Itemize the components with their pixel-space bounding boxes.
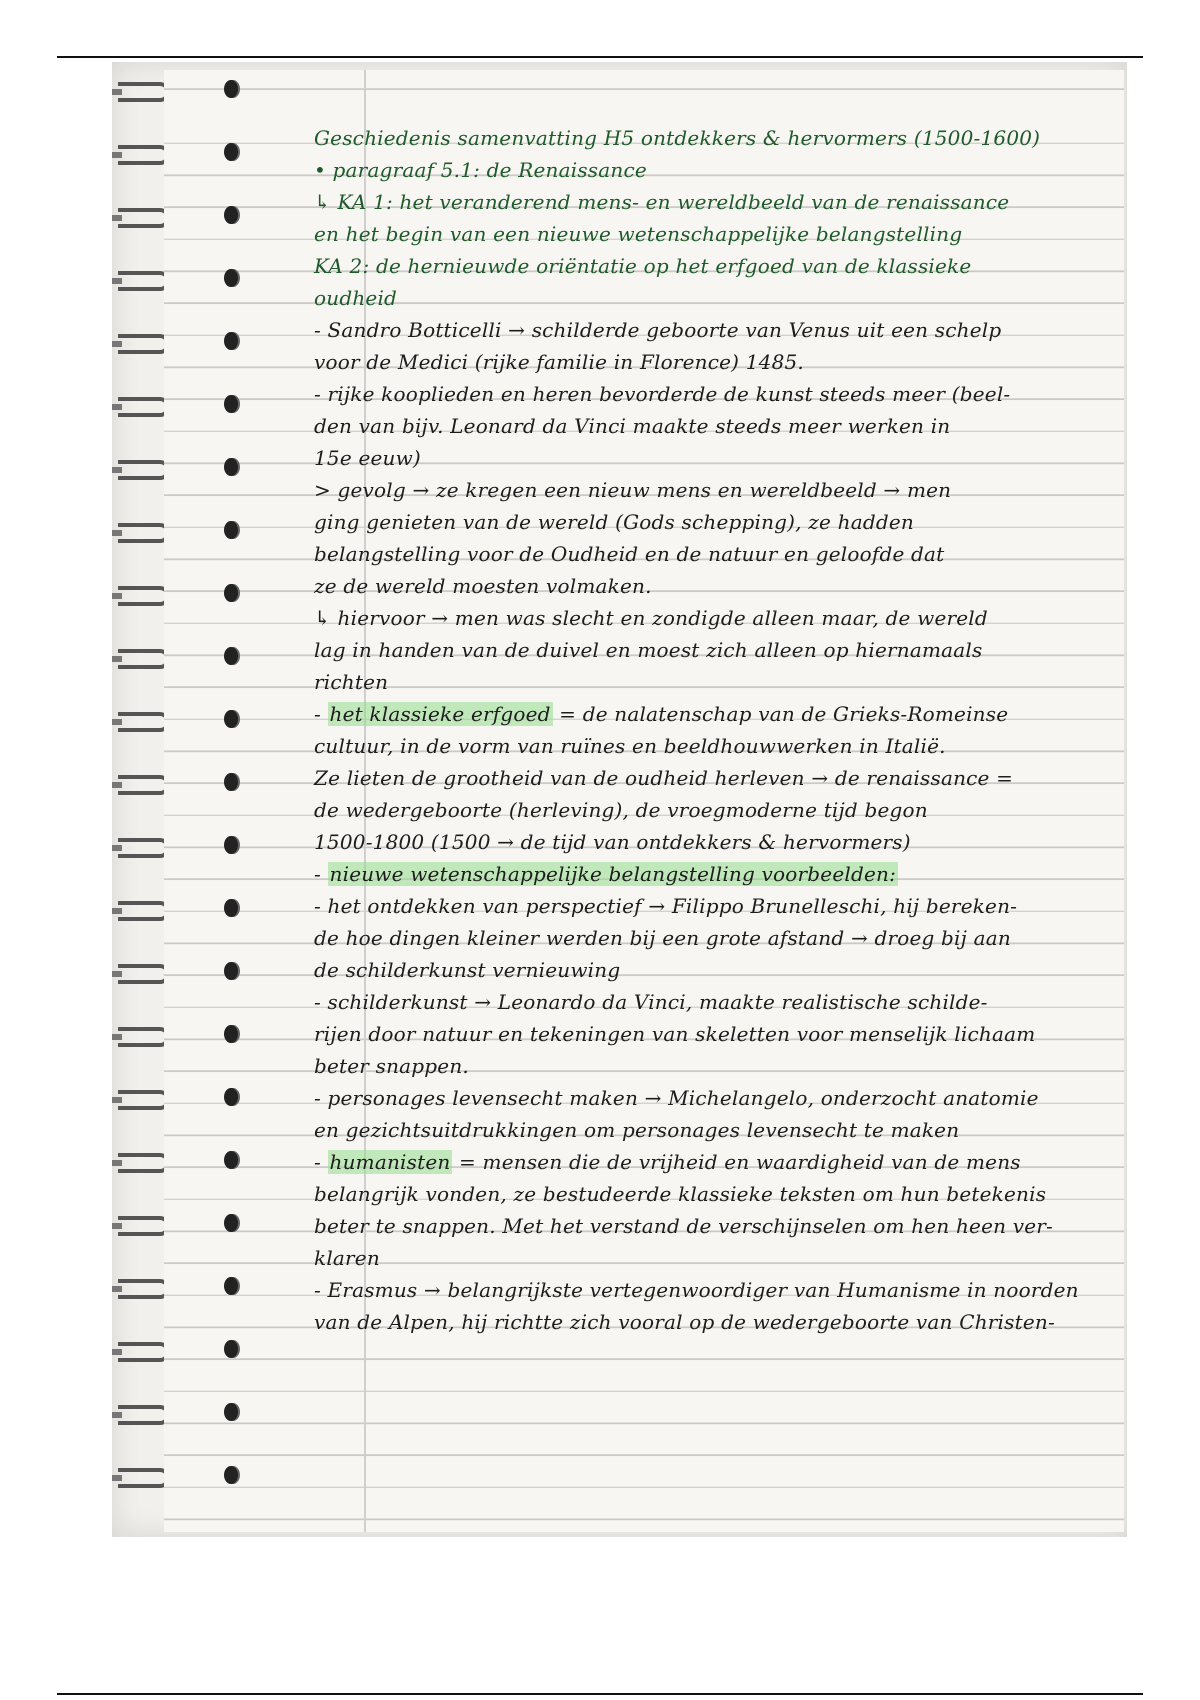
note-line: - het ontdekken van perspectief → Filippo Brunelleschi, hij bereken- <box>314 894 1018 918</box>
binding-hole <box>224 836 238 854</box>
binding-hole <box>224 1088 238 1106</box>
binding-hole <box>224 1466 238 1484</box>
spiral-coil <box>118 1153 170 1173</box>
heading-line: ↳ KA 1: het veranderend mens- en wereldbeeld van de renaissance <box>314 190 1010 214</box>
note-line: de wedergeboorte (herleving), de vroegmoderne tijd begon <box>314 798 928 822</box>
spiral-coil <box>118 1279 170 1299</box>
spiral-coil <box>118 271 170 291</box>
binding-hole <box>224 773 238 791</box>
note-line: - rijke kooplieden en heren bevorderde de kunst steeds meer (beel- <box>314 382 1011 406</box>
spiral-coil <box>118 1027 170 1047</box>
notebook-photo <box>112 62 1127 1537</box>
note-line: cultuur, in de vorm van ruïnes en beeldhouwwerken in Italië. <box>314 734 946 758</box>
highlighted-term: humanisten <box>329 1150 451 1174</box>
spiral-coil <box>118 712 170 732</box>
spiral-coil <box>118 334 170 354</box>
page-top-rule <box>57 56 1143 58</box>
spiral-coil <box>118 1216 170 1236</box>
binding-hole <box>224 395 238 413</box>
note-line: - personages levensecht maken → Michelangelo, onderzocht anatomie <box>314 1086 1039 1110</box>
note-line: voor de Medici (rijke familie in Florence) 1485. <box>314 350 804 374</box>
binding-hole <box>224 1214 238 1232</box>
note-line: - Sandro Botticelli → schilderde geboorte van Venus uit een schelp <box>314 318 1002 342</box>
note-line: - het klassieke erfgoed = de nalatenschap van de Grieks-Romeinse <box>314 702 1009 726</box>
note-line: richten <box>314 670 389 694</box>
heading-line: KA 2: de hernieuwde oriëntatie op het erfgoed van de klassieke <box>314 254 972 278</box>
note-line: Ze lieten de grootheid van de oudheid herleven → de renaissance = <box>314 766 1014 790</box>
binding-hole <box>224 1277 238 1295</box>
binding-hole <box>224 332 238 350</box>
note-line: lag in handen van de duivel en moest zich alleen op hiernamaals <box>314 638 983 662</box>
note-line: van de Alpen, hij richtte zich vooral op de wedergeboorte van Christen- <box>314 1310 1055 1334</box>
note-line: - humanisten = mensen die de vrijheid en waardigheid van de mens <box>314 1150 1021 1174</box>
note-line: beter te snappen. Met het verstand de verschijnselen om hen heen ver- <box>314 1214 1053 1238</box>
binding-hole <box>224 584 238 602</box>
binding-hole <box>224 1151 238 1169</box>
heading-line: oudheid <box>314 286 398 310</box>
spiral-coil <box>118 208 170 228</box>
binding-hole <box>224 1340 238 1358</box>
note-line: - schilderkunst → Leonardo da Vinci, maakte realistische schilde- <box>314 990 988 1014</box>
binding-hole <box>224 80 238 98</box>
spiral-coil <box>118 523 170 543</box>
spiral-coil <box>118 1342 170 1362</box>
binding-hole <box>224 899 238 917</box>
spiral-coil <box>118 82 170 102</box>
spiral-coil <box>118 145 170 165</box>
note-line: - Erasmus → belangrijkste vertegenwoordiger van Humanisme in noorden <box>314 1278 1079 1302</box>
spiral-coil <box>118 397 170 417</box>
handwritten-notes <box>314 122 1127 1338</box>
note-line: beter snappen. <box>314 1054 469 1078</box>
note-line: de hoe dingen kleiner werden bij een grote afstand → droeg bij aan <box>314 926 1011 950</box>
binding-hole <box>224 1403 238 1421</box>
binding-hole <box>224 710 238 728</box>
highlighted-term: nieuwe wetenschappelijke belangstelling voorbeelden: <box>329 862 897 886</box>
spiral-coil <box>118 1468 170 1488</box>
spiral-coil <box>118 586 170 606</box>
note-line: 15e eeuw) <box>314 446 421 470</box>
heading-line: Geschiedenis samenvatting H5 ontdekkers & hervormers (1500-1600) <box>314 126 1041 150</box>
note-line: de schilderkunst vernieuwing <box>314 958 621 982</box>
note-line: en gezichtsuitdrukkingen om personages levensecht te maken <box>314 1118 960 1142</box>
binding-hole <box>224 269 238 287</box>
highlighted-term: het klassieke erfgoed <box>329 702 551 726</box>
spiral-coil <box>118 964 170 984</box>
note-line: belangrijk vonden, ze bestudeerde klassieke teksten om hun betekenis <box>314 1182 1047 1206</box>
note-line: den van bijv. Leonard da Vinci maakte steeds meer werken in <box>314 414 951 438</box>
binding-hole <box>224 647 238 665</box>
note-line: > gevolg → ze kregen een nieuw mens en wereldbeeld → men <box>314 478 952 502</box>
note-line: rijen door natuur en tekeningen van skeletten voor menselijk lichaam <box>314 1022 1036 1046</box>
note-line: belangstelling voor de Oudheid en de natuur en geloofde dat <box>314 542 945 566</box>
note-line: - nieuwe wetenschappelijke belangstelling voorbeelden: <box>314 862 897 886</box>
spiral-coil <box>118 901 170 921</box>
note-line: ze de wereld moesten volmaken. <box>314 574 652 598</box>
spiral-coil <box>118 1405 170 1425</box>
binding-hole <box>224 458 238 476</box>
heading-line: en het begin van een nieuwe wetenschappelijke belangstelling <box>314 222 963 246</box>
spiral-coil <box>118 838 170 858</box>
note-line: ↳ hiervoor → men was slecht en zondigde alleen maar, de wereld <box>314 606 988 630</box>
heading-line: • paragraaf 5.1: de Renaissance <box>314 158 647 182</box>
spiral-coil <box>118 460 170 480</box>
binding-hole <box>224 143 238 161</box>
page-bottom-rule <box>57 1693 1143 1695</box>
note-line: klaren <box>314 1246 380 1270</box>
binding-hole <box>224 962 238 980</box>
spiral-coil <box>118 1090 170 1110</box>
spiral-coil <box>118 775 170 795</box>
binding-hole <box>224 206 238 224</box>
spiral-coil <box>118 649 170 669</box>
binding-hole <box>224 521 238 539</box>
note-line: 1500-1800 (1500 → de tijd van ontdekkers & hervormers) <box>314 830 911 854</box>
binding-hole <box>224 1025 238 1043</box>
note-line: ging genieten van de wereld (Gods schepping), ze hadden <box>314 510 914 534</box>
